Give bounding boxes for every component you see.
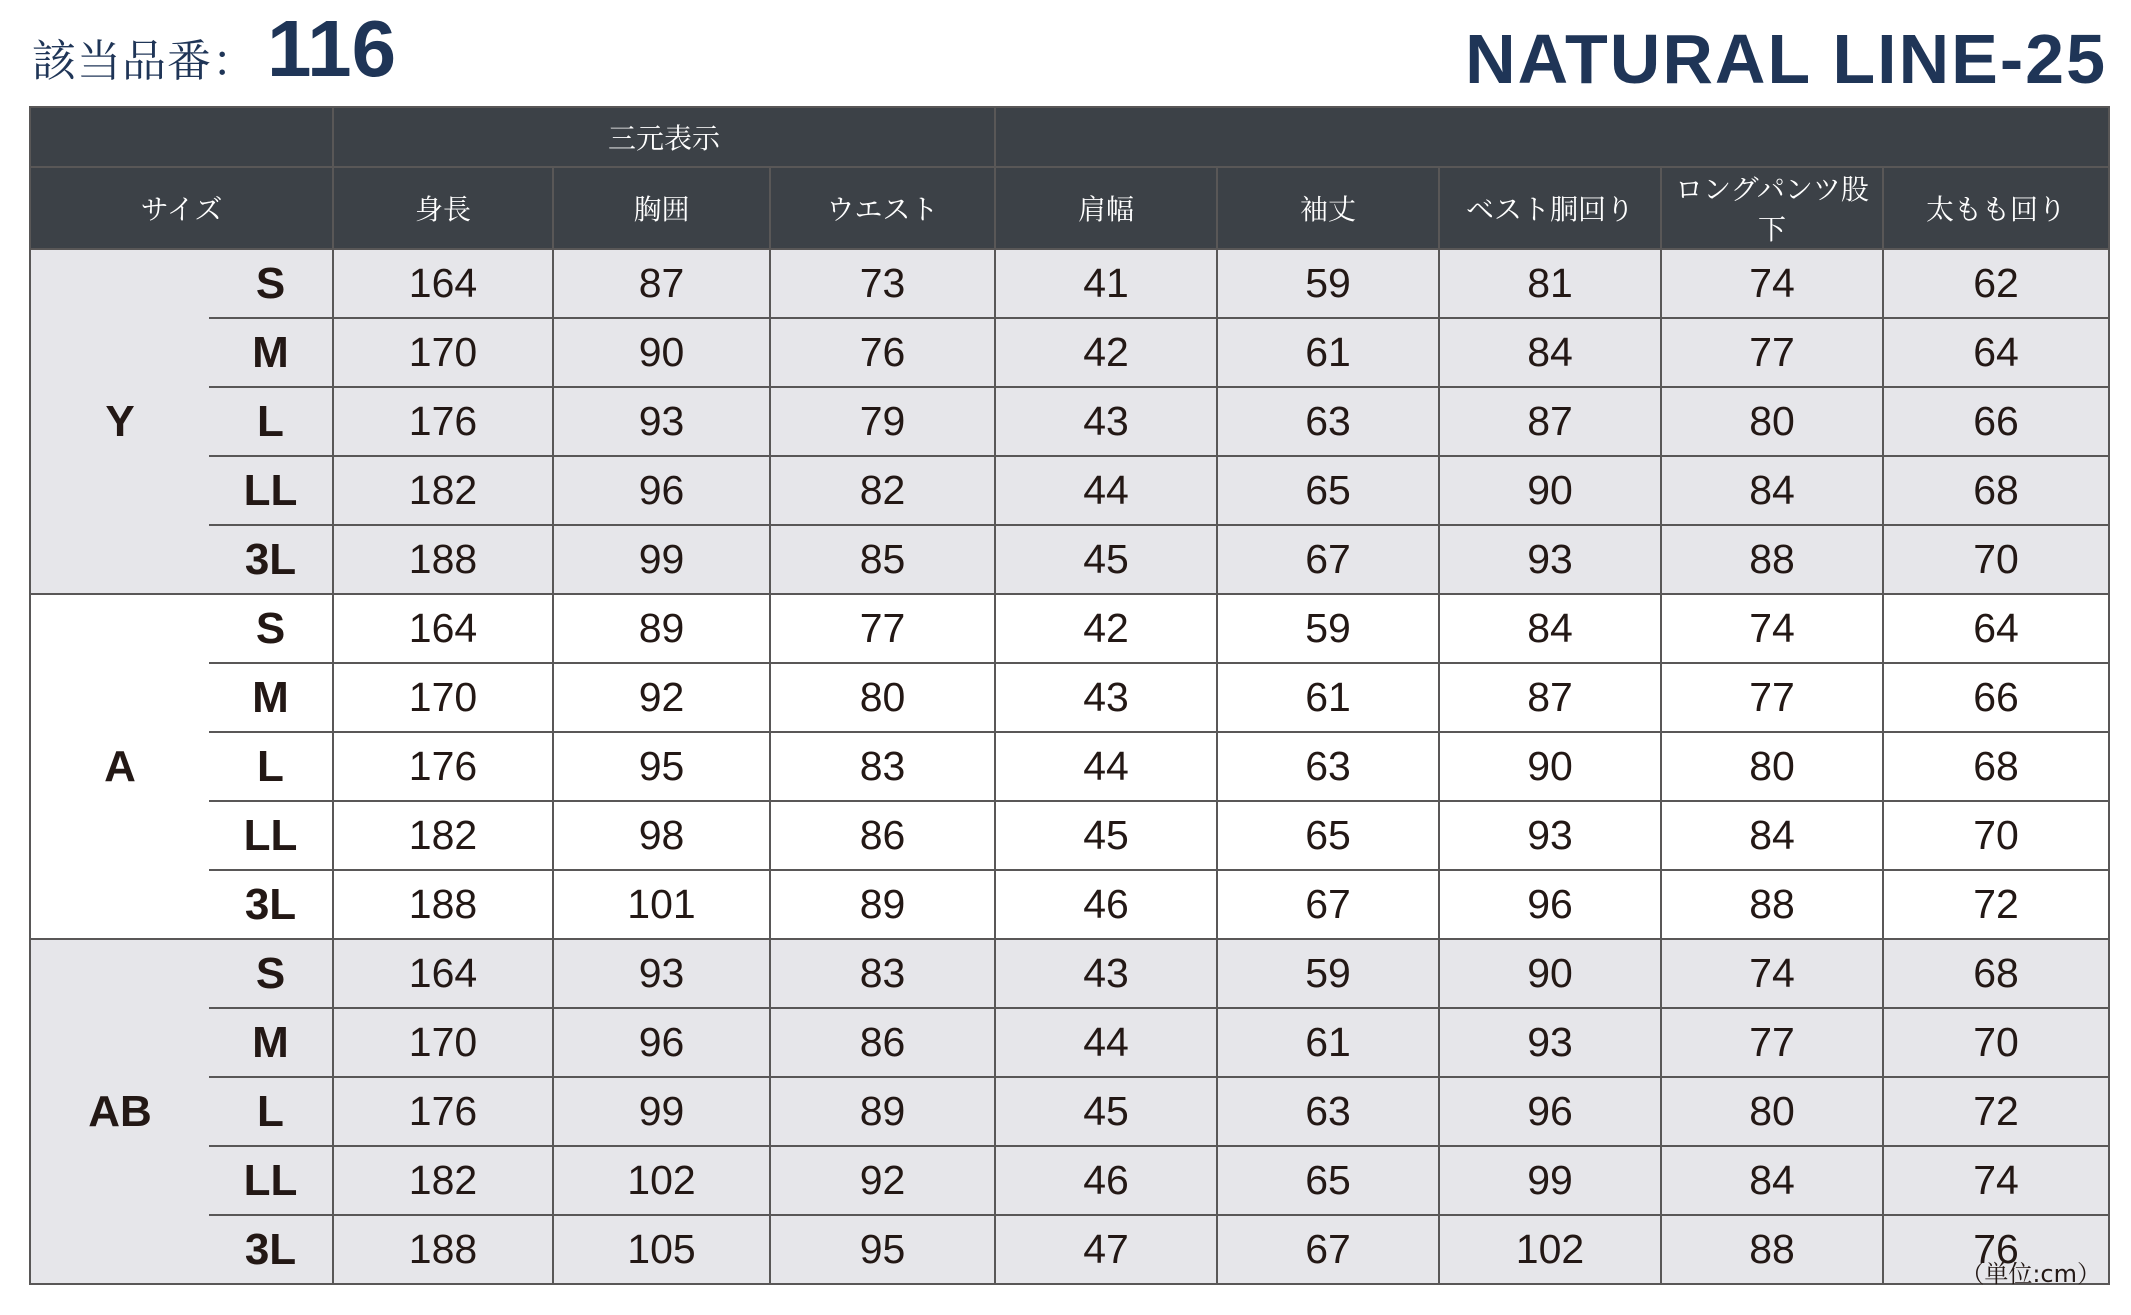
size-cell: M	[209, 663, 333, 732]
value-cell-height: 164	[333, 249, 553, 318]
value-cell-vest-waist: 84	[1439, 318, 1661, 387]
value-cell-sleeve: 67	[1217, 525, 1439, 594]
value-cell-inseam: 80	[1661, 1077, 1883, 1146]
value-cell-inseam: 88	[1661, 870, 1883, 939]
value-cell-chest: 92	[553, 663, 770, 732]
table-row	[30, 732, 2109, 801]
value-cell-thigh: 74	[1883, 1146, 2109, 1215]
value-cell-waist: 89	[770, 870, 995, 939]
product-number: 116	[267, 4, 397, 93]
value-cell-waist: 73	[770, 249, 995, 318]
value-cell-thigh: 64	[1883, 318, 2109, 387]
value-cell-shoulder: 44	[995, 1008, 1217, 1077]
size-cell: L	[209, 387, 333, 456]
size-cell: L	[209, 1077, 333, 1146]
value-cell-waist: 89	[770, 1077, 995, 1146]
value-cell-thigh: 68	[1883, 939, 2109, 1008]
value-cell-inseam: 88	[1661, 1215, 1883, 1284]
product-number-heading	[32, 4, 396, 94]
value-cell-thigh: 66	[1883, 663, 2109, 732]
value-cell-inseam: 80	[1661, 387, 1883, 456]
value-cell-waist: 83	[770, 939, 995, 1008]
column-header-shoulder: 肩幅	[995, 167, 1217, 249]
column-header-vest-waist: ベスト胴回り	[1439, 167, 1661, 249]
value-cell-inseam: 84	[1661, 456, 1883, 525]
value-cell-height: 188	[333, 1215, 553, 1284]
value-cell-inseam: 77	[1661, 1008, 1883, 1077]
value-cell-inseam: 74	[1661, 594, 1883, 663]
value-cell-sleeve: 59	[1217, 939, 1439, 1008]
value-cell-inseam: 77	[1661, 663, 1883, 732]
size-cell: M	[209, 1008, 333, 1077]
table-row	[30, 1146, 2109, 1215]
value-cell-shoulder: 44	[995, 456, 1217, 525]
value-cell-sleeve: 59	[1217, 594, 1439, 663]
size-cell: S	[209, 249, 333, 318]
value-cell-shoulder: 45	[995, 801, 1217, 870]
value-cell-height: 182	[333, 456, 553, 525]
table-row	[30, 1008, 2109, 1077]
header-three-dimension: 三元表示	[333, 107, 995, 167]
value-cell-chest: 101	[553, 870, 770, 939]
value-cell-sleeve: 65	[1217, 1146, 1439, 1215]
value-cell-shoulder: 45	[995, 525, 1217, 594]
value-cell-sleeve: 61	[1217, 318, 1439, 387]
product-number-label: 該当品番：	[32, 36, 257, 87]
value-cell-thigh: 70	[1883, 801, 2109, 870]
size-cell: LL	[209, 1146, 333, 1215]
table-row	[30, 663, 2109, 732]
value-cell-chest: 99	[553, 1077, 770, 1146]
value-cell-waist: 82	[770, 456, 995, 525]
column-header-sleeve: 袖丈	[1217, 167, 1439, 249]
value-cell-chest: 98	[553, 801, 770, 870]
value-cell-thigh: 72	[1883, 1077, 2109, 1146]
value-cell-chest: 93	[553, 939, 770, 1008]
value-cell-waist: 83	[770, 732, 995, 801]
value-cell-waist: 77	[770, 594, 995, 663]
value-cell-chest: 90	[553, 318, 770, 387]
size-cell: 3L	[209, 870, 333, 939]
value-cell-height: 164	[333, 594, 553, 663]
value-cell-chest: 87	[553, 249, 770, 318]
value-cell-vest-waist: 90	[1439, 732, 1661, 801]
value-cell-thigh: 64	[1883, 594, 2109, 663]
value-cell-inseam: 88	[1661, 525, 1883, 594]
value-cell-thigh: 68	[1883, 456, 2109, 525]
value-cell-vest-waist: 81	[1439, 249, 1661, 318]
value-cell-vest-waist: 102	[1439, 1215, 1661, 1284]
table-row	[30, 870, 2109, 939]
value-cell-chest: 89	[553, 594, 770, 663]
value-cell-waist: 95	[770, 1215, 995, 1284]
value-cell-vest-waist: 99	[1439, 1146, 1661, 1215]
value-cell-sleeve: 61	[1217, 663, 1439, 732]
value-cell-chest: 96	[553, 1008, 770, 1077]
value-cell-shoulder: 46	[995, 870, 1217, 939]
value-cell-height: 182	[333, 801, 553, 870]
value-cell-shoulder: 41	[995, 249, 1217, 318]
value-cell-waist: 92	[770, 1146, 995, 1215]
value-cell-chest: 105	[553, 1215, 770, 1284]
value-cell-shoulder: 43	[995, 939, 1217, 1008]
value-cell-vest-waist: 93	[1439, 525, 1661, 594]
value-cell-sleeve: 67	[1217, 870, 1439, 939]
column-header-thigh: 太もも回り	[1883, 167, 2109, 249]
body-type-cell: Y	[30, 249, 209, 594]
value-cell-sleeve: 63	[1217, 1077, 1439, 1146]
body-type-cell: AB	[30, 939, 209, 1284]
value-cell-waist: 79	[770, 387, 995, 456]
table-row	[30, 939, 2109, 1008]
value-cell-waist: 86	[770, 801, 995, 870]
value-cell-inseam: 74	[1661, 939, 1883, 1008]
value-cell-thigh: 66	[1883, 387, 2109, 456]
value-cell-sleeve: 59	[1217, 249, 1439, 318]
value-cell-shoulder: 46	[995, 1146, 1217, 1215]
table-row	[30, 1215, 2109, 1284]
table-body	[30, 249, 2109, 1284]
table-row	[30, 594, 2109, 663]
header-blank-cell	[30, 107, 333, 167]
value-cell-shoulder: 42	[995, 318, 1217, 387]
unit-note: （単位:cm）	[1960, 1260, 2101, 1288]
value-cell-sleeve: 61	[1217, 1008, 1439, 1077]
value-cell-inseam: 84	[1661, 1146, 1883, 1215]
size-cell: 3L	[209, 1215, 333, 1284]
value-cell-chest: 102	[553, 1146, 770, 1215]
table-row	[30, 1077, 2109, 1146]
value-cell-waist: 85	[770, 525, 995, 594]
value-cell-height: 176	[333, 1077, 553, 1146]
table-row	[30, 801, 2109, 870]
value-cell-shoulder: 47	[995, 1215, 1217, 1284]
value-cell-shoulder: 45	[995, 1077, 1217, 1146]
value-cell-inseam: 74	[1661, 249, 1883, 318]
table-header-row	[30, 167, 2109, 249]
value-cell-vest-waist: 93	[1439, 801, 1661, 870]
size-cell: M	[209, 318, 333, 387]
value-cell-sleeve: 63	[1217, 732, 1439, 801]
value-cell-height: 170	[333, 663, 553, 732]
brand-title: NATURAL LINE-25	[1465, 20, 2107, 98]
size-cell: L	[209, 732, 333, 801]
value-cell-vest-waist: 87	[1439, 663, 1661, 732]
table-row	[30, 387, 2109, 456]
value-cell-height: 176	[333, 387, 553, 456]
value-cell-waist: 86	[770, 1008, 995, 1077]
value-cell-thigh: 70	[1883, 1008, 2109, 1077]
value-cell-chest: 99	[553, 525, 770, 594]
table-row	[30, 318, 2109, 387]
table-row	[30, 249, 2109, 318]
value-cell-height: 170	[333, 318, 553, 387]
size-cell: LL	[209, 456, 333, 525]
value-cell-sleeve: 65	[1217, 456, 1439, 525]
value-cell-chest: 93	[553, 387, 770, 456]
table-row	[30, 525, 2109, 594]
size-cell: LL	[209, 801, 333, 870]
column-header-waist: ウエスト	[770, 167, 995, 249]
value-cell-waist: 76	[770, 318, 995, 387]
column-header-chest: 胸囲	[553, 167, 770, 249]
table-row	[30, 456, 2109, 525]
body-type-cell: A	[30, 594, 209, 939]
value-cell-vest-waist: 93	[1439, 1008, 1661, 1077]
value-cell-height: 182	[333, 1146, 553, 1215]
value-cell-vest-waist: 90	[1439, 456, 1661, 525]
size-cell: S	[209, 939, 333, 1008]
value-cell-height: 170	[333, 1008, 553, 1077]
table-header-group-row	[30, 107, 2109, 167]
size-chart-table	[29, 106, 2110, 1285]
value-cell-height: 188	[333, 870, 553, 939]
value-cell-vest-waist: 96	[1439, 870, 1661, 939]
value-cell-vest-waist: 90	[1439, 939, 1661, 1008]
value-cell-height: 164	[333, 939, 553, 1008]
value-cell-vest-waist: 96	[1439, 1077, 1661, 1146]
column-header-inseam: ロングパンツ股下	[1661, 167, 1883, 249]
value-cell-inseam: 84	[1661, 801, 1883, 870]
value-cell-thigh: 62	[1883, 249, 2109, 318]
value-cell-thigh: 70	[1883, 525, 2109, 594]
size-cell: S	[209, 594, 333, 663]
value-cell-thigh: 68	[1883, 732, 2109, 801]
value-cell-vest-waist: 87	[1439, 387, 1661, 456]
value-cell-chest: 96	[553, 456, 770, 525]
value-cell-shoulder: 43	[995, 387, 1217, 456]
value-cell-vest-waist: 84	[1439, 594, 1661, 663]
column-header-size: サイズ	[30, 167, 333, 249]
size-cell: 3L	[209, 525, 333, 594]
value-cell-chest: 95	[553, 732, 770, 801]
value-cell-inseam: 80	[1661, 732, 1883, 801]
value-cell-shoulder: 44	[995, 732, 1217, 801]
value-cell-sleeve: 63	[1217, 387, 1439, 456]
value-cell-thigh: 76	[1883, 1215, 2109, 1284]
header-blank-cell	[995, 107, 2109, 167]
value-cell-waist: 80	[770, 663, 995, 732]
value-cell-inseam: 77	[1661, 318, 1883, 387]
value-cell-height: 176	[333, 732, 553, 801]
value-cell-shoulder: 43	[995, 663, 1217, 732]
value-cell-height: 188	[333, 525, 553, 594]
value-cell-sleeve: 67	[1217, 1215, 1439, 1284]
value-cell-shoulder: 42	[995, 594, 1217, 663]
value-cell-thigh: 72	[1883, 870, 2109, 939]
column-header-height: 身長	[333, 167, 553, 249]
value-cell-sleeve: 65	[1217, 801, 1439, 870]
